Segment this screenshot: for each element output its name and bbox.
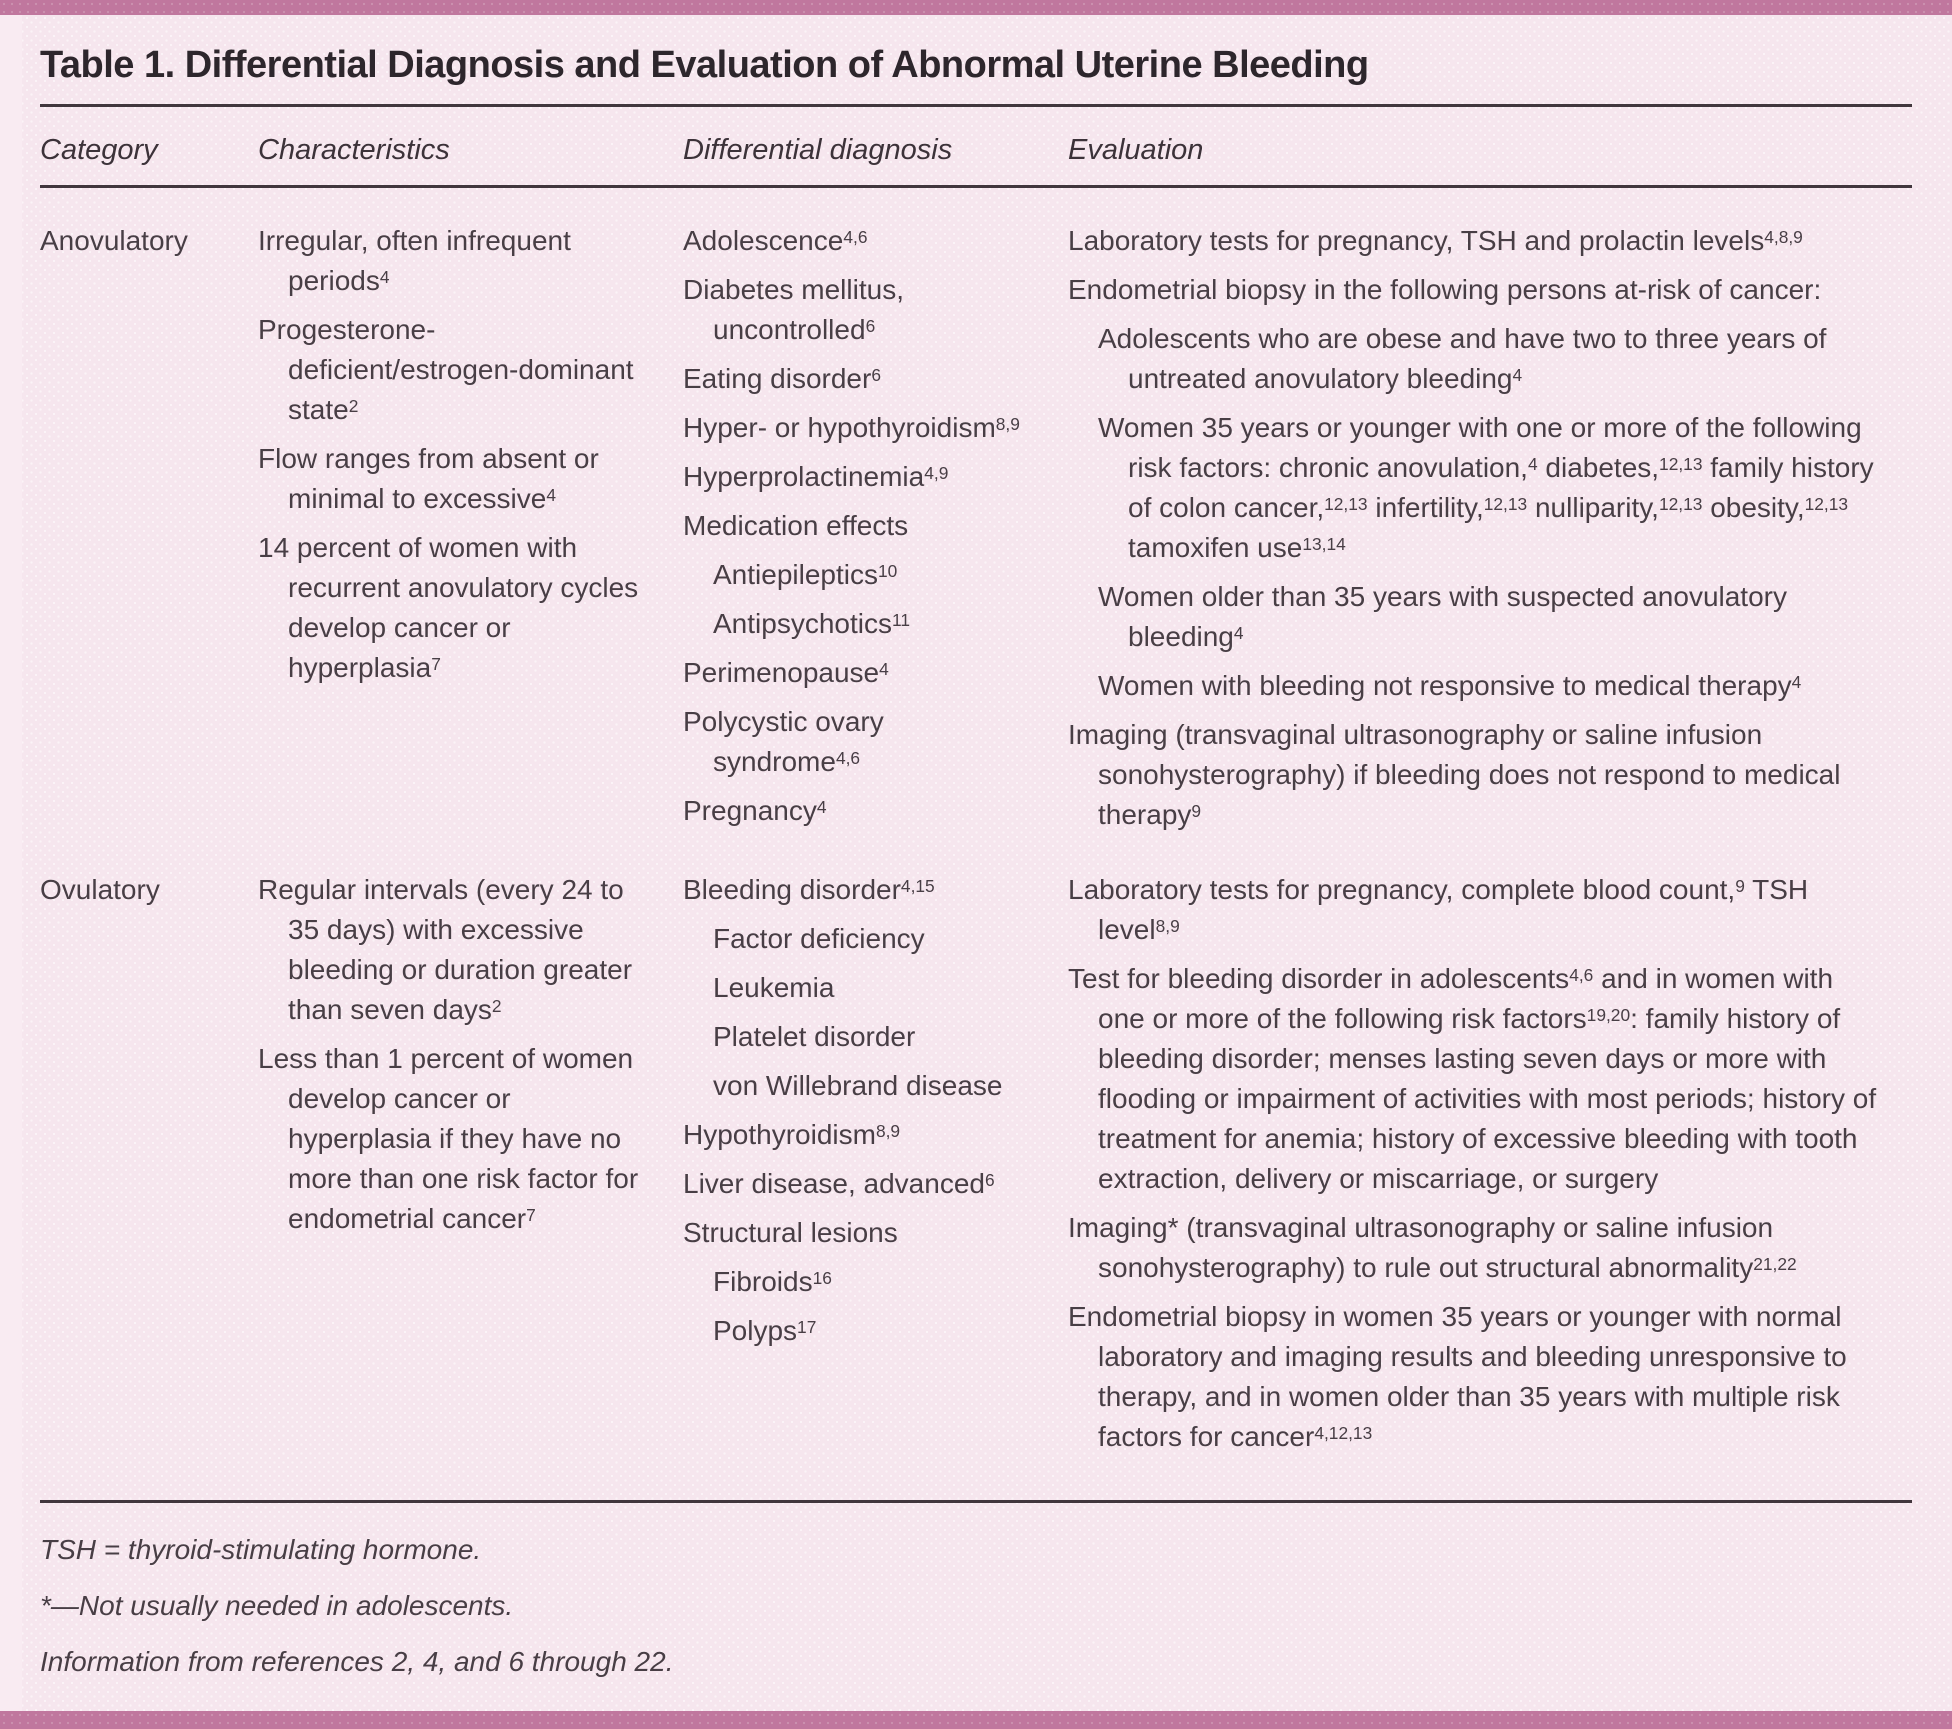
- rule-bottom: [40, 1500, 1912, 1503]
- differential-diagnosis-cell: [683, 221, 1068, 844]
- cell-line: Structural lesions: [683, 1217, 898, 1248]
- evaluation-cell: [1068, 221, 1912, 844]
- category-cell: Anovulatory: [40, 225, 188, 256]
- footnotes: [40, 1533, 1912, 1679]
- cell-line: Polyps$^{17}$: [713, 1315, 817, 1346]
- footnote-asterisk: *—Not usually needed in adolescents.: [40, 1590, 514, 1621]
- cell-line: Adolescents who are obese and have two to three years of untreated anovulatory bleeding$^4$: [1098, 323, 1827, 394]
- cell-line: Perimenopause$^4$: [683, 657, 889, 688]
- cell-line: Women with bleeding not responsive to medical therapy$^4$: [1098, 670, 1802, 701]
- cell-line: Women 35 years or younger with one or more of the following risk factors: chronic anovulation,$^4$ diabetes,$^{12,13}$ family history of colon cancer,$^{12,13}$ infertility,$^{12,13}$ nulliparity,$^{12,13}$ obesity,$^{12,13}$ tamoxifen use$^{13,14}$: [1098, 412, 1874, 563]
- cell-line: Women older than 35 years with suspected anovulatory bleeding$^4$: [1098, 581, 1787, 652]
- column-header-category: Category: [40, 134, 158, 166]
- table-title: Table 1. Differential Diagnosis and Evaluation of Abnormal Uterine Bleeding: [40, 44, 1369, 86]
- cell-line: Hyperprolactinemia$^{4,9}$: [683, 461, 949, 492]
- table-body: [40, 188, 1912, 1500]
- characteristics-cell: [258, 221, 683, 844]
- cell-line: Test for bleeding disorder in adolescents$^{4,6}$ and in women with one or more of the following risk factors$^{19,20}$: family history of bleeding disorder; menses lasting seven days or more with flooding or impairment of activities with most periods; history of treatment for anemia; history of excessive bleeding with tooth extraction, delivery or miscarriage, or surgery: [1068, 963, 1877, 1194]
- cell-line: Less than 1 percent of women develop cancer or hyperplasia if they have no more than one risk factor for endometrial cancer$^7$: [258, 1043, 639, 1234]
- top-accent-bar: [0, 0, 1952, 15]
- table-row-ovulatory: [40, 870, 1912, 1466]
- column-header-row: [40, 107, 1912, 185]
- cell-line: Polycystic ovary syndrome$^{4,6}$: [683, 706, 884, 777]
- cell-line: Eating disorder$^6$: [683, 363, 881, 394]
- cell-line: Antipsychotics$^{11}$: [713, 608, 910, 639]
- cell-line: Imaging (transvaginal ultrasonography or saline infusion sonohysterography) if bleeding does not respond to medical therapy$^9$: [1068, 719, 1841, 830]
- column-header-characteristics: Characteristics: [258, 134, 450, 166]
- cell-line: Progesterone-deficient/estrogen-dominant state$^2$: [258, 314, 634, 425]
- table-content: [0, 42, 1952, 1679]
- cell-line: Irregular, often infrequent periods$^4$: [258, 225, 571, 296]
- cell-line: Flow ranges from absent or minimal to excessive$^4$: [258, 443, 599, 514]
- category-cell: Ovulatory: [40, 874, 160, 905]
- cell-line: Platelet disorder: [713, 1021, 916, 1052]
- cell-line: Medication effects: [683, 510, 909, 541]
- cell-line: Hyper- or hypothyroidism$^{8,9}$: [683, 412, 1020, 443]
- cell-line: Leukemia: [713, 972, 835, 1003]
- cell-line: Diabetes mellitus, uncontrolled$^6$: [683, 274, 904, 345]
- table-row-anovulatory: [40, 221, 1912, 844]
- bottom-accent-bar: [0, 1711, 1952, 1729]
- cell-line: Antiepileptics$^{10}$: [713, 559, 898, 590]
- evaluation-cell: [1068, 870, 1912, 1466]
- cell-line: Bleeding disorder$^{4,15}$: [683, 874, 935, 905]
- cell-line: Endometrial biopsy in women 35 years or younger with normal laboratory and imaging results and bleeding unresponsive to therapy, and in women older than 35 years with multiple risk factors for cancer$^{4,12,13}$: [1068, 1301, 1847, 1452]
- column-header-evaluation: Evaluation: [1068, 134, 1204, 166]
- differential-diagnosis-cell: [683, 870, 1068, 1466]
- footnote-abbreviation: TSH = thyroid-stimulating hormone.: [40, 1534, 482, 1565]
- cell-line: Pregnancy$^4$: [683, 795, 827, 826]
- characteristics-cell: [258, 870, 683, 1466]
- cell-line: Liver disease, advanced$^6$: [683, 1168, 995, 1199]
- footnote-source: Information from references 2, 4, and 6 through 22.: [40, 1646, 674, 1677]
- cell-line: Adolescence$^{4,6}$: [683, 225, 868, 256]
- column-header-differential-diagnosis: Differential diagnosis: [683, 134, 953, 166]
- cell-line: Factor deficiency: [713, 923, 925, 954]
- cell-line: von Willebrand disease: [713, 1070, 1003, 1101]
- cell-line: Fibroids$^{16}$: [713, 1266, 832, 1297]
- cell-line: Hypothyroidism$^{8,9}$: [683, 1119, 901, 1150]
- cell-line: Imaging* (transvaginal ultrasonography or saline infusion sonohysterography) to rule out structural abnormality$^{21,22}$: [1068, 1212, 1797, 1283]
- cell-line: Endometrial biopsy in the following persons at-risk of cancer:: [1068, 274, 1822, 305]
- cell-line: Laboratory tests for pregnancy, complete blood count,$^9$ TSH level$^{8,9}$: [1068, 874, 1809, 945]
- cell-line: Regular intervals (every 24 to 35 days) with excessive bleeding or duration greater than seven days$^2$: [258, 874, 633, 1025]
- cell-line: Laboratory tests for pregnancy, TSH and prolactin levels$^{4,8,9}$: [1068, 225, 1803, 256]
- cell-line: 14 percent of women with recurrent anovulatory cycles develop cancer or hyperplasia$^7$: [258, 532, 639, 683]
